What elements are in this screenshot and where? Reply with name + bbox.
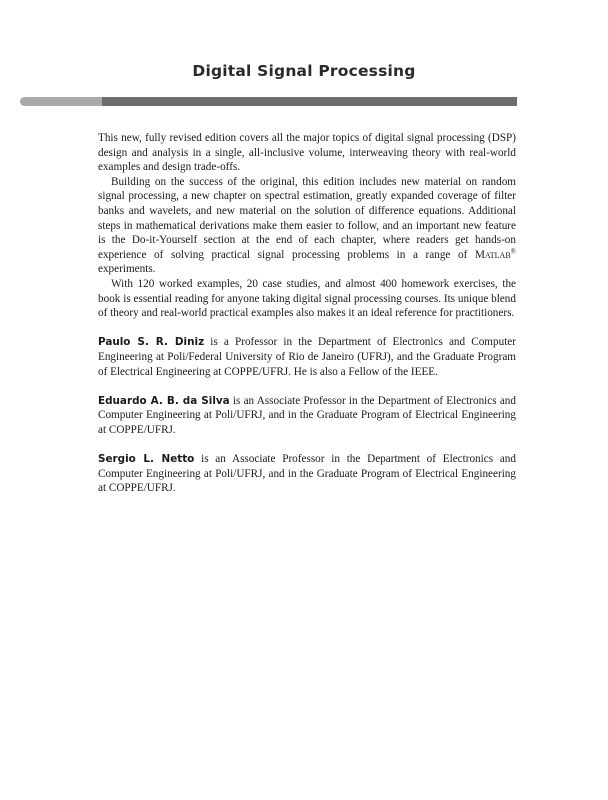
author-name: Eduardo A. B. da Silva [98, 394, 230, 407]
matlab-trademark: Matlab [474, 248, 511, 261]
description-paragraph-3: With 120 worked examples, 20 case studies, and almost 400 homework exercises, the book is essential reading for anyone taking digital signal processing courses. Its unique blend of theory and real-world practical examples also makes it an ideal reference for practitioners. [98, 277, 516, 320]
description-paragraph-2-end: experiments. [98, 263, 156, 276]
description-paragraph-2 [98, 175, 516, 277]
description-paragraph-1: This new, fully revised edition covers all the major topics of digital signal processing (DSP) design and analysis in a single, all-inclusive volume, interweaving theory with real-world examples and design trade-offs. [98, 132, 516, 174]
author-bio-netto [98, 452, 516, 496]
author-bio-text: is an Associate Professor in the Department of Electronics and Computer Engineering at Poli/UFRJ, and in the Graduate Program of Electrical Engineering at COPPE/UFRJ. [98, 453, 516, 495]
divider-bar-light-segment [20, 97, 102, 106]
author-name: Paulo S. R. Diniz [98, 336, 205, 349]
author-bio-da-silva [98, 394, 516, 438]
registered-mark: ® [510, 247, 516, 256]
author-bio-text: is a Professor in the Department of Electronics and Computer Engineering at Poli/Federal University of Rio de Janeiro (UFRJ), and the Graduate Program of Electrical Engineering at COPPE/UFRJ. He is also a Fellow of the IEEE. [98, 336, 516, 378]
author-bio-diniz [98, 335, 516, 379]
description-paragraph-2-start: Building on the success of the original, this edition includes new material on random signal processing, a new chapter on spectral estimation, greatly expanded coverage of filter banks and wavelets, and new material on the solution of difference equations. Additional steps in mathematical derivations make them easier to follow, and an important new feature is the Do-it-Yourself section at the end of each chapter, where readers get hands-on experience of solving practical signal processing problems in a range of [98, 175, 516, 261]
back-cover-text [98, 131, 516, 496]
page-title: Digital Signal Processing [192, 62, 416, 80]
author-name: Sergio L. Netto [98, 453, 195, 466]
title-divider-bar [20, 97, 517, 106]
author-bio-text: is an Associate Professor in the Department of Electronics and Computer Engineering at Poli/UFRJ, and in the Graduate Program of Electrical Engineering at COPPE/UFRJ. [98, 394, 516, 436]
divider-bar-dark-segment [102, 97, 517, 106]
